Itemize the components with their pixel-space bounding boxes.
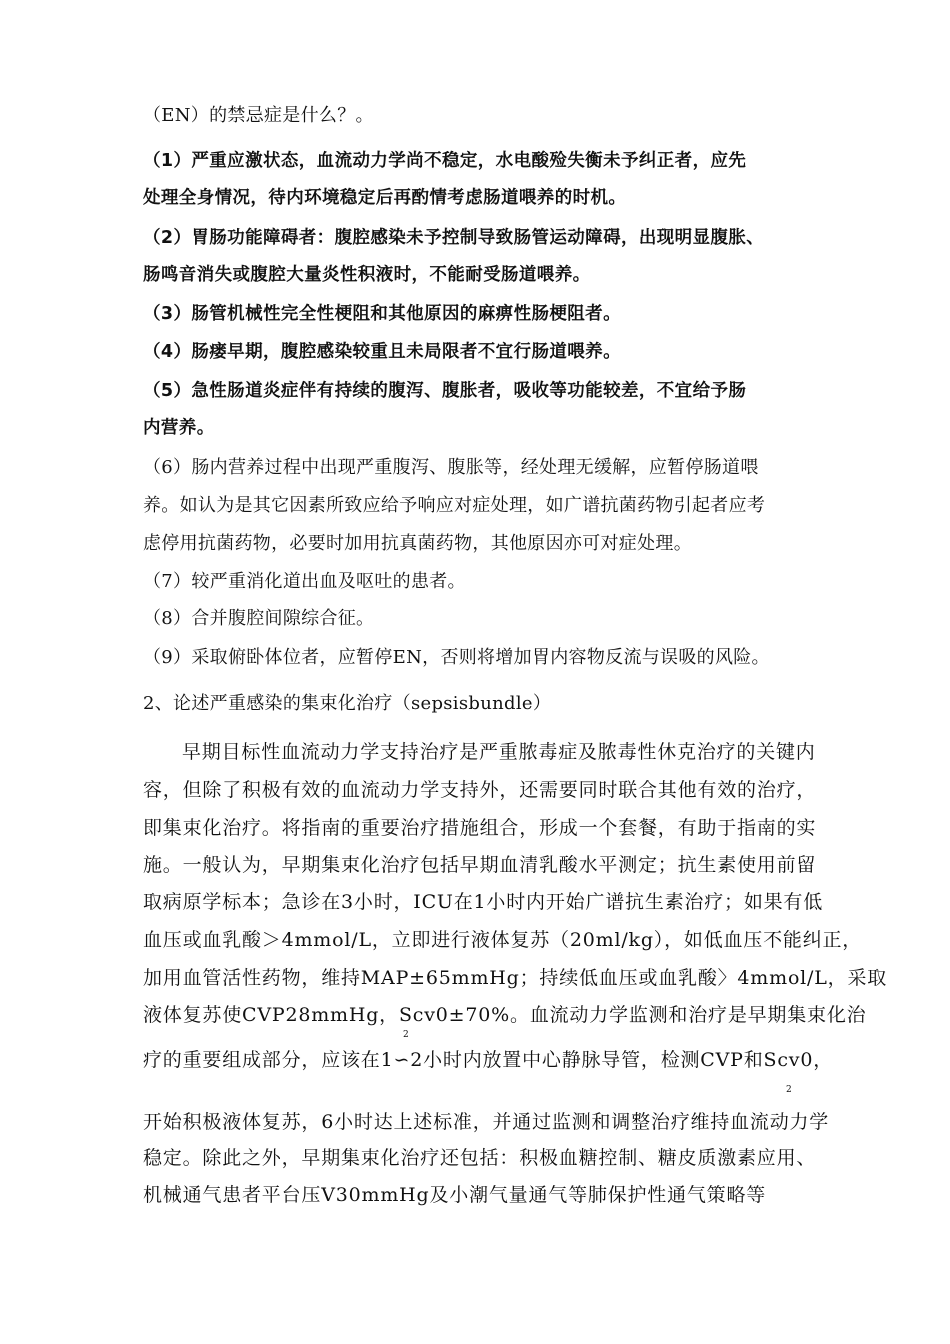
paragraph-line-10: 开始积极液体复苏，6小时达上述标准，并通过监测和调整治疗维持血流动力学 [143,1111,830,1133]
item-9-line: （9）采取俯卧体位者，应暂停EN，否则将增加胃内容物反流与误吸的风险。 [143,647,770,668]
item-6-line-1: （6）肠内营养过程中出现严重腹泻、腹胀等，经处理无缓解，应暂停肠道喂 [143,457,759,478]
item-4-line: （4）肠瘘早期，腹腔感染较重且未局限者不宜行肠道喂养。 [143,342,621,362]
item-5-line-1: （5）急性肠道炎症伴有持续的腹泻、腹胀者，吸收等功能较差，不宜给予肠 [143,381,747,401]
item-2-line-2: 肠鸣音消失或腹腔大量炎性积液时，不能耐受肠道喂养。 [143,265,591,285]
item-3-line: （3）肠管机械性完全性梗阻和其他原因的麻痹性肠梗阻者。 [143,304,621,324]
item-1-line-2: 处理全身情况，待内环境稳定后再酌情考虑肠道喂养的时机。 [143,188,627,208]
paragraph-line-11: 稳定。除此之外，早期集束化治疗还包括：积极血糖控制、糖皮质激素应用、 [143,1147,817,1169]
question-line: （EN）的禁忌症是什么？。 [143,105,374,126]
paragraph-line-4: 施。一般认为，早期集束化治疗包括早期血清乳酸水平测定；抗生素使用前留 [143,854,817,876]
subscript-mark-1: 2 [403,1030,409,1040]
paragraph-line-2: 容，但除了积极有效的血流动力学支持外，还需要同时联合其他有效的治疗， [143,779,817,801]
item-6-line-2: 养。如认为是其它因素所致应给予响应对症处理，如广谱抗菌药物引起者应考 [143,495,766,516]
paragraph-line-12: 机械通气患者平台压V30mmHg及小潮气量通气等肺保护性通气策略等 [143,1184,767,1206]
paragraph-line-9: 疗的重要组成部分，应该在1∽2小时内放置中心静脉导管，检测CVP和Scv0， [143,1049,834,1071]
subscript-mark-2: 2 [786,1085,792,1095]
paragraph-line-3: 即集束化治疗。将指南的重要治疗措施组合，形成一个套餐，有助于指南的实 [143,817,817,839]
item-1-line-1: （1）严重应激状态，血流动力学尚不稳定，水电酸殓失衡未予纠正者，应先 [143,151,747,171]
paragraph-line-5: 取病原学标本；急诊在3小时，ICU在1小时内开始广谱抗生素治疗；如果有低 [143,891,824,913]
section-heading: 2、论述严重感染的集束化治疗（sepsisbundle） [143,693,552,714]
item-2-line-1: （2）胃肠功能障碍者：腹腔感染未予控制导致肠管运动障碍，出现明显腹胀、 [143,228,765,248]
paragraph-line-6: 血压或血乳酸＞4mmol/L，立即进行液体复苏（20ml/kg），如低血压不能纠正， [143,929,863,951]
item-7-line: （7）较严重消化道出血及呕吐的患者。 [143,571,466,592]
paragraph-line-1: 早期目标性血流动力学支持治疗是严重脓毒症及脓毒性休克治疗的关键内 [182,741,816,763]
paragraph-line-8: 液体复苏使CVP28mmHg，Scv0±70%。血流动力学监测和治疗是早期集束化治 [143,1004,867,1026]
item-8-line: （8）合并腹腔间隙综合征。 [143,608,375,629]
item-5-line-2: 内营养。 [143,418,215,438]
item-6-line-3: 虑停用抗菌药物，必要时加用抗真菌药物，其他原因亦可对症处理。 [143,533,692,554]
paragraph-line-7: 加用血管活性药物，维持MAP±65mmHg；持续低血压或血乳酸〉4mmol/L，采取 [143,967,888,989]
